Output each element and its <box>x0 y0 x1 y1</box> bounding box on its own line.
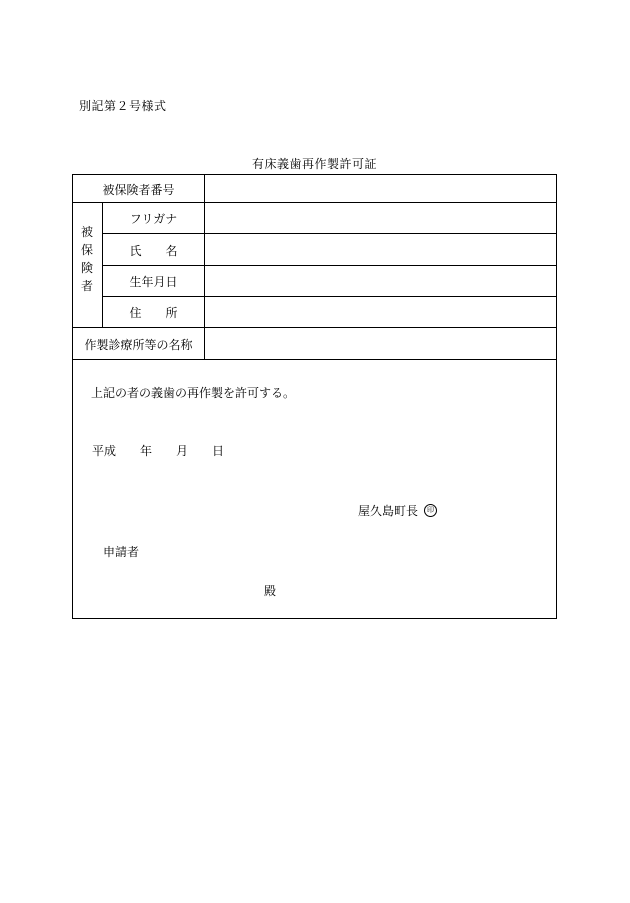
address-field[interactable] <box>205 297 556 327</box>
insured-label-char: 険 <box>80 261 93 275</box>
issuer-title: 屋久島町長 <box>358 504 419 518</box>
form-number-label: 別記第２号様式 <box>79 99 167 113</box>
clinic-name-label: 作製診療所等の名称 <box>84 338 193 352</box>
permit-date-line: 平成 年 月 日 <box>92 444 225 458</box>
insured-label-char: 者 <box>80 279 93 293</box>
seal-mark: 印 <box>424 504 437 517</box>
row-divider <box>73 359 556 360</box>
name-label: 氏 名 <box>129 244 178 258</box>
form-title: 有床義歯再作製許可証 <box>251 157 377 171</box>
furigana-field[interactable] <box>205 203 556 233</box>
insurance-number-field[interactable] <box>205 175 556 202</box>
birthdate-field[interactable] <box>205 266 556 296</box>
insured-person-group-label <box>73 223 101 295</box>
issuer-line <box>358 502 437 519</box>
birthdate-label: 生年月日 <box>129 275 178 289</box>
insured-label-char: 被 <box>80 225 93 239</box>
name-field[interactable] <box>205 234 556 265</box>
insured-label-char: 保 <box>80 243 93 257</box>
clinic-name-field[interactable] <box>205 328 556 359</box>
address-label: 住 所 <box>129 306 178 320</box>
furigana-label: フリガナ <box>129 212 178 226</box>
permission-statement: 上記の者の義歯の再作製を許可する。 <box>91 386 296 400</box>
permit-form-table <box>72 174 557 619</box>
honorific-label: 殿 <box>264 584 277 598</box>
insurance-number-label: 被保険者番号 <box>102 183 175 197</box>
applicant-label: 申請者 <box>103 545 140 559</box>
